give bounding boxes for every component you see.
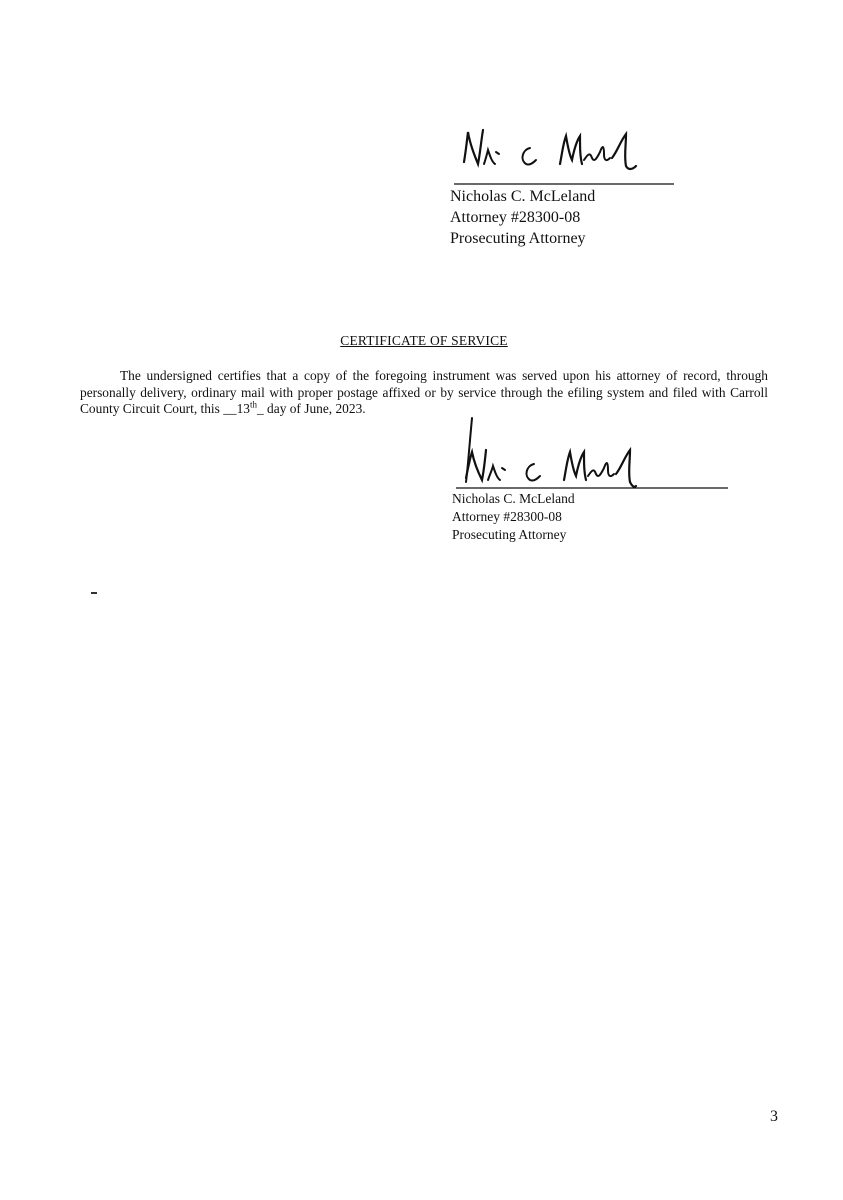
signature-block-top [450, 120, 690, 249]
attorney-name: Nicholas C. McLeland [450, 188, 596, 205]
attorney-number: Attorney #28300-08 [450, 209, 581, 226]
page-number: 3 [770, 1108, 778, 1125]
certificate-text-end: _ day of June, 2023. [257, 401, 366, 416]
attorney-name: Nicholas C. McLeland [452, 491, 575, 506]
certificate-text: The undersigned certifies that a copy of the foregoing instrument was served upon his attorney of record, through personally delivery, ordinary mail with proper postage affixed or by service through the efiling system and filed with Carroll County Circuit Court, this __ [80, 368, 768, 416]
stray-mark [91, 592, 97, 594]
service-day-suffix: th [250, 399, 258, 410]
signature-block-bottom [452, 412, 732, 544]
attorney-title: Prosecuting Attorney [452, 527, 567, 542]
signature-image [452, 412, 732, 490]
attorney-number: Attorney #28300-08 [452, 509, 562, 524]
certificate-body [80, 368, 768, 418]
certificate-heading: CERTIFICATE OF SERVICE [340, 333, 508, 348]
signature-image [450, 120, 680, 186]
attorney-title: Prosecuting Attorney [450, 230, 586, 247]
service-day: 13 [236, 401, 250, 416]
